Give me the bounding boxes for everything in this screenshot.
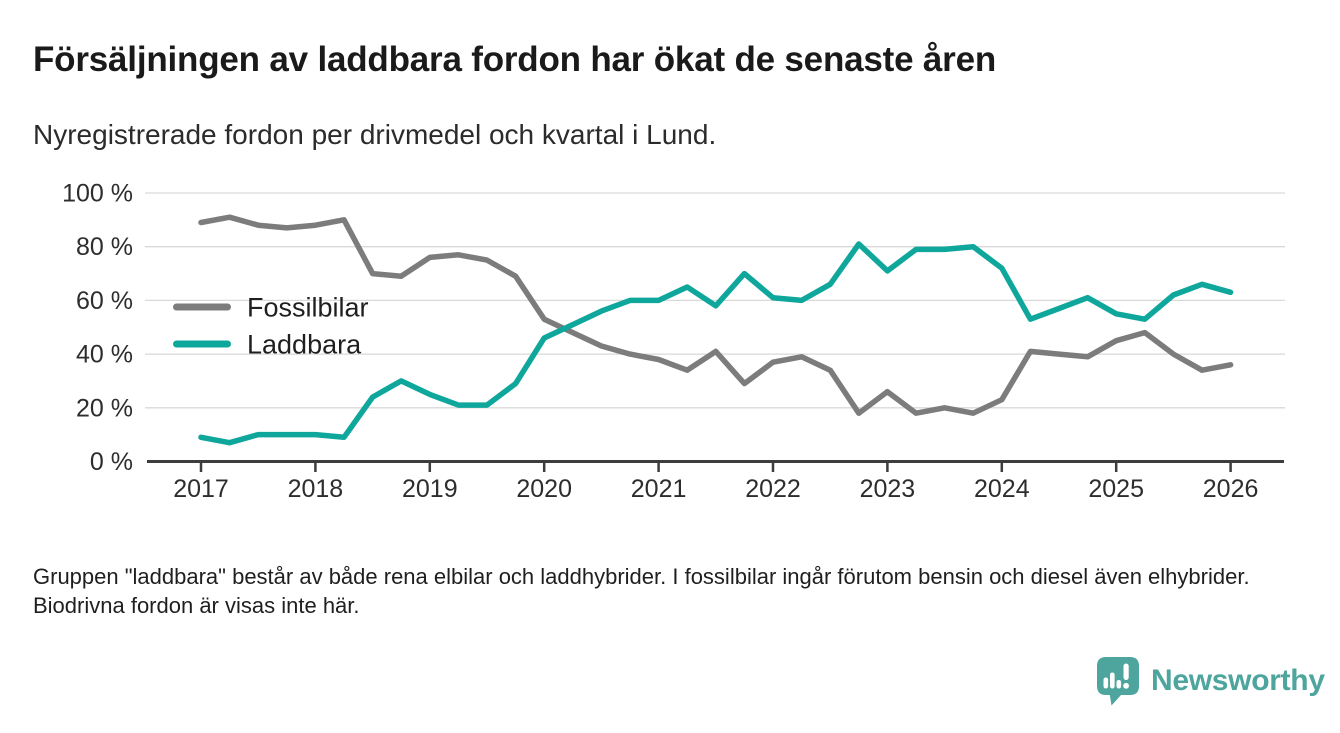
y-axis-labels [62,180,133,477]
legend-label-laddbara: Laddbara [247,329,362,360]
legend-swatch-fossilbilar [173,304,231,311]
y-axis-label: 20 % [76,394,133,423]
newsworthy-logo-text: Newsworthy [1151,664,1325,697]
page-title: Försäljningen av laddbara fordon har ökat de senaste åren [33,40,997,79]
y-axis-label: 0 % [89,448,133,476]
x-axis-label: 2025 [1088,475,1145,503]
logo-exclamation-dot [1123,683,1129,689]
y-axis-label: 100 % [62,179,133,208]
y-axis-label: 40 % [76,340,133,369]
x-axis-label: 2023 [859,475,916,503]
x-axis-label: 2020 [516,475,573,503]
logo-bar-1 [1104,678,1109,689]
legend-label-fossilbilar: Fossilbilar [247,292,369,323]
legend-swatch-laddbara [173,341,231,348]
logo-bar-3 [1117,680,1122,689]
x-axis-label: 2018 [287,475,344,503]
x-axis-label: 2024 [973,475,1030,503]
y-axis-label: 60 % [76,286,133,315]
x-axis-label: 2017 [173,475,229,503]
y-axis-label: 80 % [76,233,133,262]
logo-exclamation-stem [1124,664,1129,681]
x-axis-label: 2021 [630,475,687,503]
newsworthy-logo-icon [1096,656,1140,706]
x-axis [173,463,1258,503]
x-axis-label: 2019 [401,475,458,503]
x-axis-label: 2026 [1202,475,1259,503]
chart-subtitle: Nyregistrerade fordon per drivmedel och kvartal i Lund. [33,119,717,150]
logo-bar-2 [1110,673,1115,689]
chart-footnote: Gruppen "laddbara" består av både rena elbilar och laddhybrider. I fossilbilar ingår förutom bensin och diesel även elhybrider. Biodrivna fordon är visas inte här. [33,564,1250,618]
newsworthy-logo [1096,656,1325,706]
chart-legend [173,293,369,360]
x-axis-label: 2022 [745,475,801,503]
